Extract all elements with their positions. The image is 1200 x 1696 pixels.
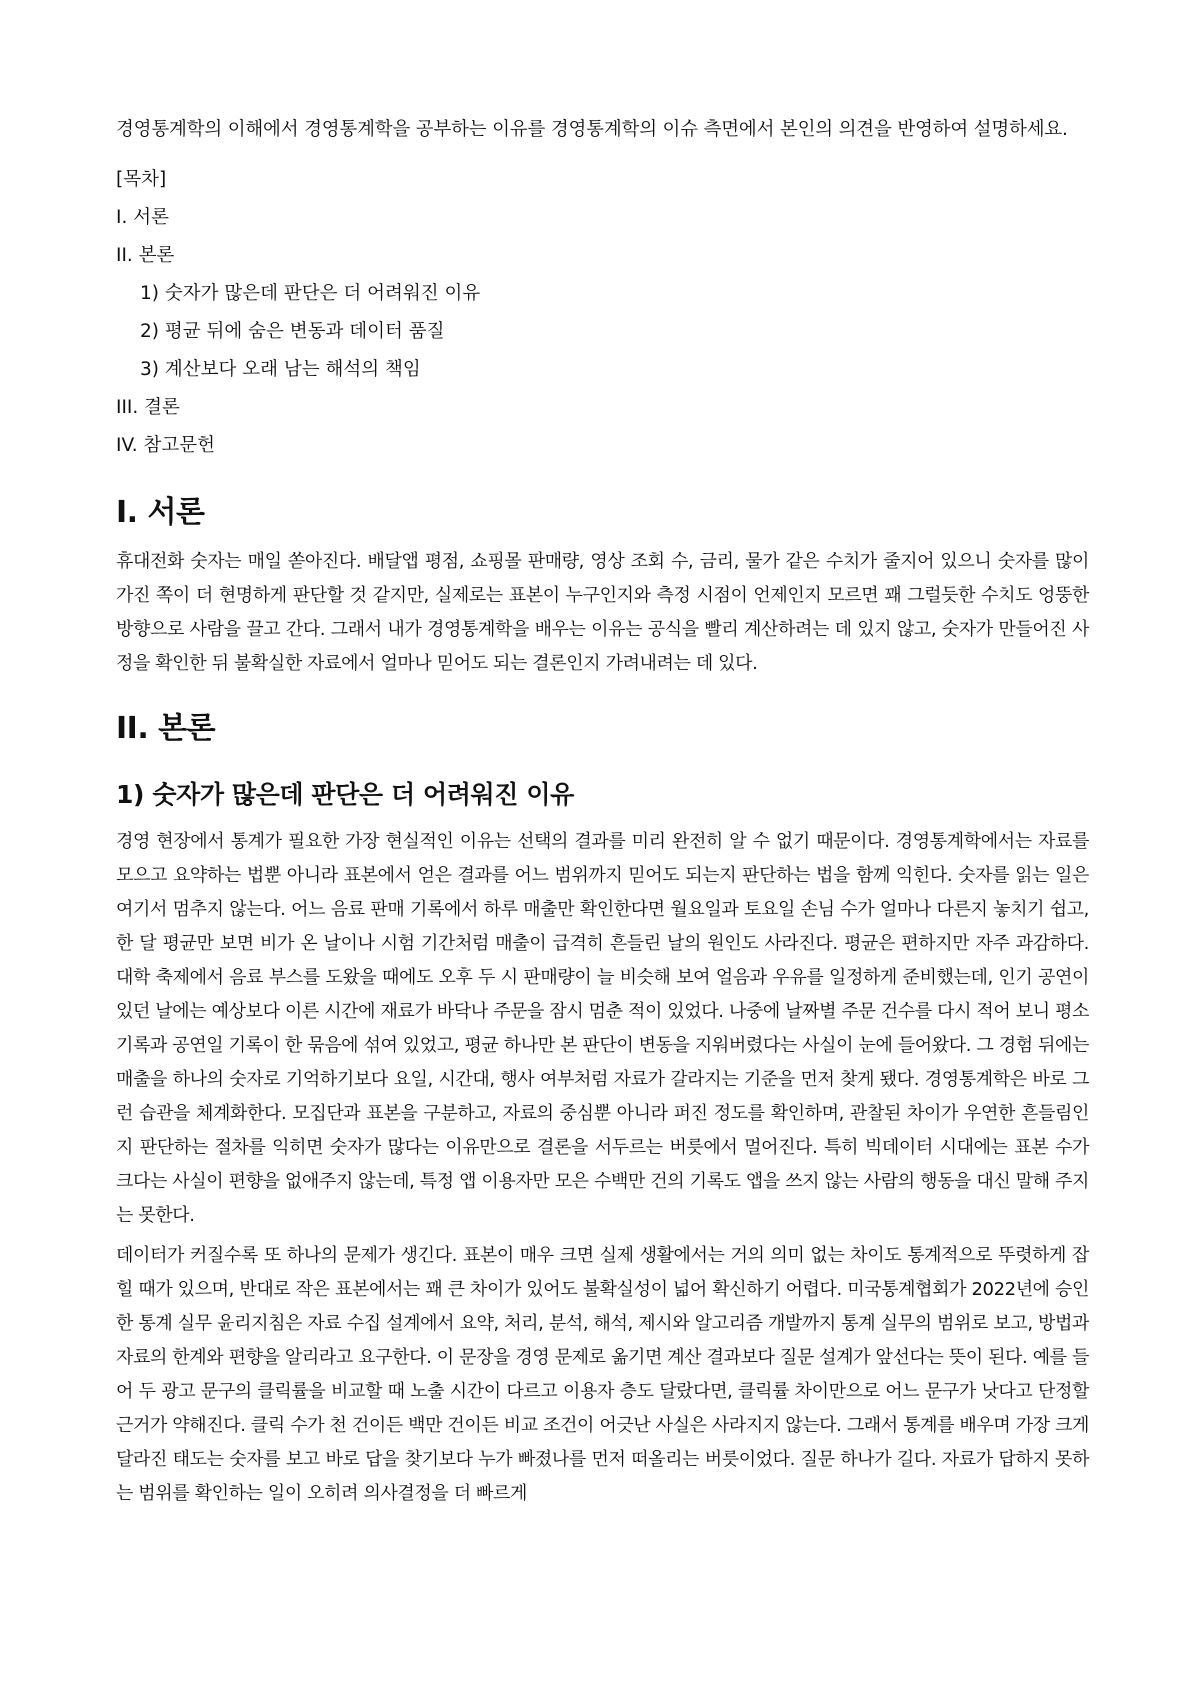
toc-subitem: 1) 숫자가 많은데 판단은 더 어려워진 이유: [140, 283, 481, 304]
toc-subitem: 3) 계산보다 오래 남는 해석의 책임: [140, 359, 421, 380]
body-paragraph: 경영 현장에서 통계가 필요한 가장 현실적인 이유는 선택의 결과를 미리 완전히 알 수 없기 때문이다. 경영통계학에서는 자료를 모으고 요약하는 법뿐 아니라 표본에서 얻은 결과를 어느 범위까지 믿어도 되는지 판단하는 법을 함께 익힌다. 숫자를 읽는 일은 여기서 멈추지 않는다. 어느 음료 판매 기록에서 하루 매출만 확인한다면 월요일과 토요일 손님 수가 얼마나 다른지 놓치기 쉽고, 한 달 평균만 보면 비가 온 날이나 시험 기간처럼 매출이 급격히 흔들린 날의 원인도 사라진다. 평균은 편하지만 자주 과감하다. 대학 축제에서 음료 부스를 도왔을 때에도 오후 두 시 판매량이 늘 비슷해 보여 얼음과 우유를 일정하게 준비했는데, 인기 공연이 있던 날에는 예상보다 이른 시간에 재료가 바닥나 주문을 잠시 멈춘 적이 있었다. 나중에 날짜별 주문 건수를 다시 적어 보니 평소 기록과 공연일 기록이 한 묶음에 섞여 있었고, 평균 하나만 본 판단이 변동을 지워버렸다는 사실이 눈에 들어왔다. 그 경험 뒤에는 매출을 하나의 숫자로 기억하기보다 요일, 시간대, 행사 여부처럼 자료가 갈라지는 기준을 먼저 찾게 됐다. 경영통계학은 바로 그런 습관을 체계화한다. 모집단과 표본을 구분하고, 자료의 중심뿐 아니라 퍼진 정도를 확인하며, 관찰된 차이가 우연한 흔들림인지 판단하는 절차를 익히면 숫자가 많다는 이유만으로 결론을 서두르는 버릇에서 멀어진다. 특히 빅데이터 시대에는 표본 수가 크다는 사실이 편향을 없애주지 않는데, 특정 앱 이용자만 모은 수백만 건의 기록도 앱을 쓰지 않는 사람의 행동을 대신 말해 주지는 못한다.: [116, 831, 1089, 1226]
intro-paragraph: 휴대전화 숫자는 매일 쏟아진다. 배달앱 평점, 쇼핑몰 판매량, 영상 조회 수, 금리, 물가 같은 수치가 줄지어 있으니 숫자를 많이 가진 쪽이 더 현명하게 판단할 것 같지만, 실제로는 표본이 누구인지와 측정 시점이 언제인지 모르면 꽤 그럴듯한 수치도 엉뚱한 방향으로 사람을 끌고 간다. 그래서 내가 경영통계학을 배우는 이유는 공식을 빨리 계산하려는 데 있지 않고, 숫자가 만들어진 사정을 확인한 뒤 불확실한 자료에서 얼마나 믿어도 되는 결론인지 가려내려는 데 있다.: [116, 551, 1089, 674]
toc-item: III. 결론: [116, 397, 180, 418]
intro-heading: I. 서론: [116, 495, 205, 530]
subsection-heading: 1) 숫자가 많은데 판단은 더 어려워진 이유: [116, 780, 574, 809]
toc-heading: [목차]: [116, 169, 167, 190]
toc-item: IV. 참고문헌: [116, 435, 215, 456]
assignment-prompt: 경영통계학의 이해에서 경영통계학을 공부하는 이유를 경영통계학의 이슈 측면에서 본인의 의견을 반영하여 설명하세요.: [116, 119, 1068, 140]
body-paragraph: 데이터가 커질수록 또 하나의 문제가 생긴다. 표본이 매우 크면 실제 생활에서는 거의 의미 없는 차이도 통계적으로 뚜렷하게 잡힐 때가 있으며, 반대로 작은 표본에서는 꽤 큰 차이가 있어도 불확실성이 넓어 확신하기 어렵다. 미국통계협회가 2022년에 승인한 통계 실무 윤리지침은 자료 수집 설계에서 요약, 처리, 분석, 해석, 제시와 알고리즘 개발까지 통계 실무의 범위로 보고, 방법과 자료의 한계와 편향을 알리라고 요구한다. 이 문장을 경영 문제로 옮기면 계산 결과보다 질문 설계가 앞선다는 뜻이 된다. 예를 들어 두 광고 문구의 클릭률을 비교할 때 노출 시간이 다르고 이용자 층도 달랐다면, 클릭률 차이만으로 어느 문구가 낫다고 단정할 근거가 약해진다. 클릭 수가 천 건이든 백만 건이든 비교 조건이 어긋난 사실은 사라지지 않는다. 그래서 통계를 배우며 가장 크게 달라진 태도는 숫자를 보고 바로 답을 찾기보다 누가 빠졌나를 먼저 떠올리는 버릇이었다. 질문 하나가 길다. 자료가 답하지 못하는 범위를 확인하는 일이 오히려 의사결정을 더 빠르게: [116, 1245, 1089, 1504]
toc-subitem: 2) 평균 뒤에 숨은 변동과 데이터 품질: [140, 321, 445, 342]
table-of-contents: [116, 161, 1089, 465]
toc-item: I. 서론: [116, 207, 169, 228]
body-heading: II. 본론: [116, 711, 216, 746]
toc-item: II. 본론: [116, 245, 175, 266]
